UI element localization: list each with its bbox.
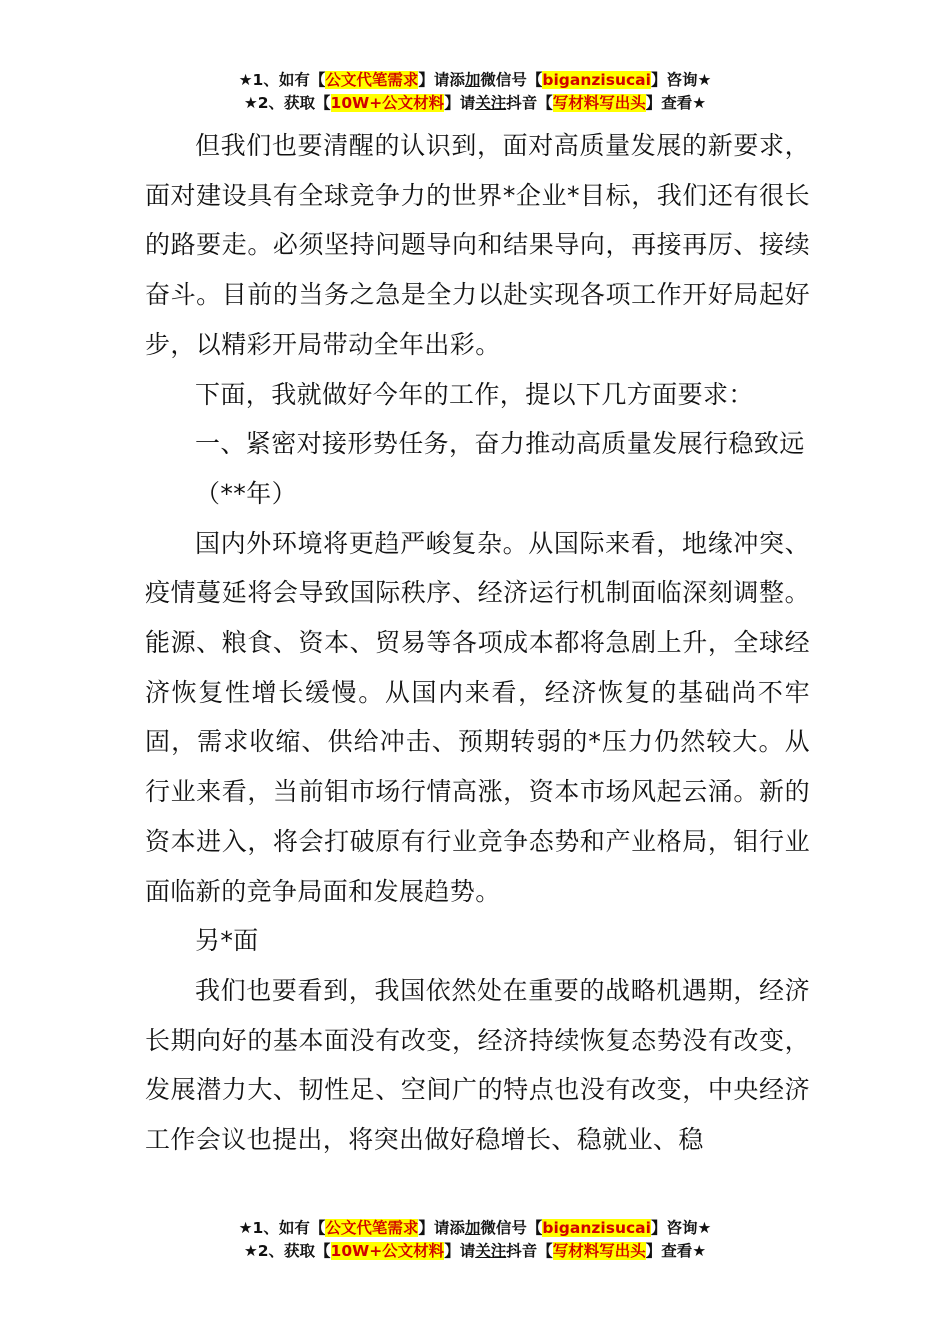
banner-text: 】查看★: [645, 1242, 707, 1260]
banner-highlight: 10W+公文材料: [330, 94, 445, 112]
paragraph: 但我们也要清醒的认识到，面对高质量发展的新要求，面对建设具有全球竞争力的世界*企业*目标，我们还有很长的路要走。必须坚持问题导向和结果导向，再接再厉、接续奋斗。目前的当务之急是全力以赴实现各项工作开好局起好步，以精彩开局带动全年出彩。: [145, 131, 810, 359]
footer-banner: [0, 1217, 950, 1263]
banner-text: 】咨询★: [650, 1219, 712, 1237]
banner-line-1: [0, 69, 950, 92]
document-body: [145, 121, 810, 1165]
banner-text: 】请: [444, 94, 476, 112]
banner-text: ★2、获取【: [243, 94, 331, 112]
banner-highlight: 公文代笔需求: [325, 1219, 419, 1237]
banner-highlight: 写材料写出头: [552, 94, 646, 112]
banner-text: 】查看★: [645, 94, 707, 112]
paragraph: （**年）: [195, 478, 298, 508]
paragraph: 我们也要看到，我国依然处在重要的战略机遇期，经济长期向好的基本面没有改变，经济持续恢复态势没有改变，发展潜力大、韧性足、空间广的特点也没有改变，中央经济工作会议也提出，将突出做好稳增长、稳就业、稳: [145, 975, 810, 1155]
header-banner: [0, 69, 950, 115]
banner-text: 微信号【: [480, 1219, 543, 1237]
banner-highlight: biganzisucai: [542, 1219, 651, 1237]
banner-underlined: 加: [464, 71, 481, 89]
banner-text: ★2、获取【: [243, 1242, 331, 1260]
banner-line-1: [0, 1217, 950, 1240]
paragraph: 另*面: [195, 926, 259, 956]
banner-text: 抖音【: [506, 1242, 553, 1260]
banner-highlight: biganzisucai: [542, 71, 651, 89]
banner-underlined: 关注: [475, 94, 507, 112]
banner-text: 】请添: [418, 71, 465, 89]
banner-text: 】请添: [418, 1219, 465, 1237]
banner-underlined: 加: [464, 1219, 481, 1237]
banner-underlined: 关注: [475, 1242, 507, 1260]
banner-text: 抖音【: [506, 94, 553, 112]
banner-text: ★1、如有【: [238, 71, 326, 89]
banner-text: 微信号【: [480, 71, 543, 89]
banner-text: 】请: [444, 1242, 476, 1260]
section-heading: 一、紧密对接形势任务，奋力推动高质量发展行稳致远: [195, 429, 805, 459]
banner-text: 】咨询★: [650, 71, 712, 89]
banner-text: ★1、如有【: [238, 1219, 326, 1237]
paragraph: 下面，我就做好今年的工作，提以下几方面要求：: [195, 379, 754, 409]
banner-highlight: 写材料写出头: [552, 1242, 646, 1260]
banner-highlight: 公文代笔需求: [325, 71, 419, 89]
banner-line-2: [0, 1240, 950, 1263]
banner-line-2: [0, 92, 950, 115]
paragraph: 国内外环境将更趋严峻复杂。从国际来看，地缘冲突、疫情蔓延将会导致国际秩序、经济运行机制面临深刻调整。能源、粮食、资本、贸易等各项成本都将急剧上升，全球经济恢复性增长缓慢。从国内来看，经济恢复的基础尚不牢固，需求收缩、供给冲击、预期转弱的*压力仍然较大。从行业来看，当前钼市场行情高涨，资本市场风起云涌。新的资本进入，将会打破原有行业竞争态势和产业格局，钼行业面临新的竞争局面和发展趋势。: [145, 528, 810, 906]
banner-highlight: 10W+公文材料: [330, 1242, 445, 1260]
